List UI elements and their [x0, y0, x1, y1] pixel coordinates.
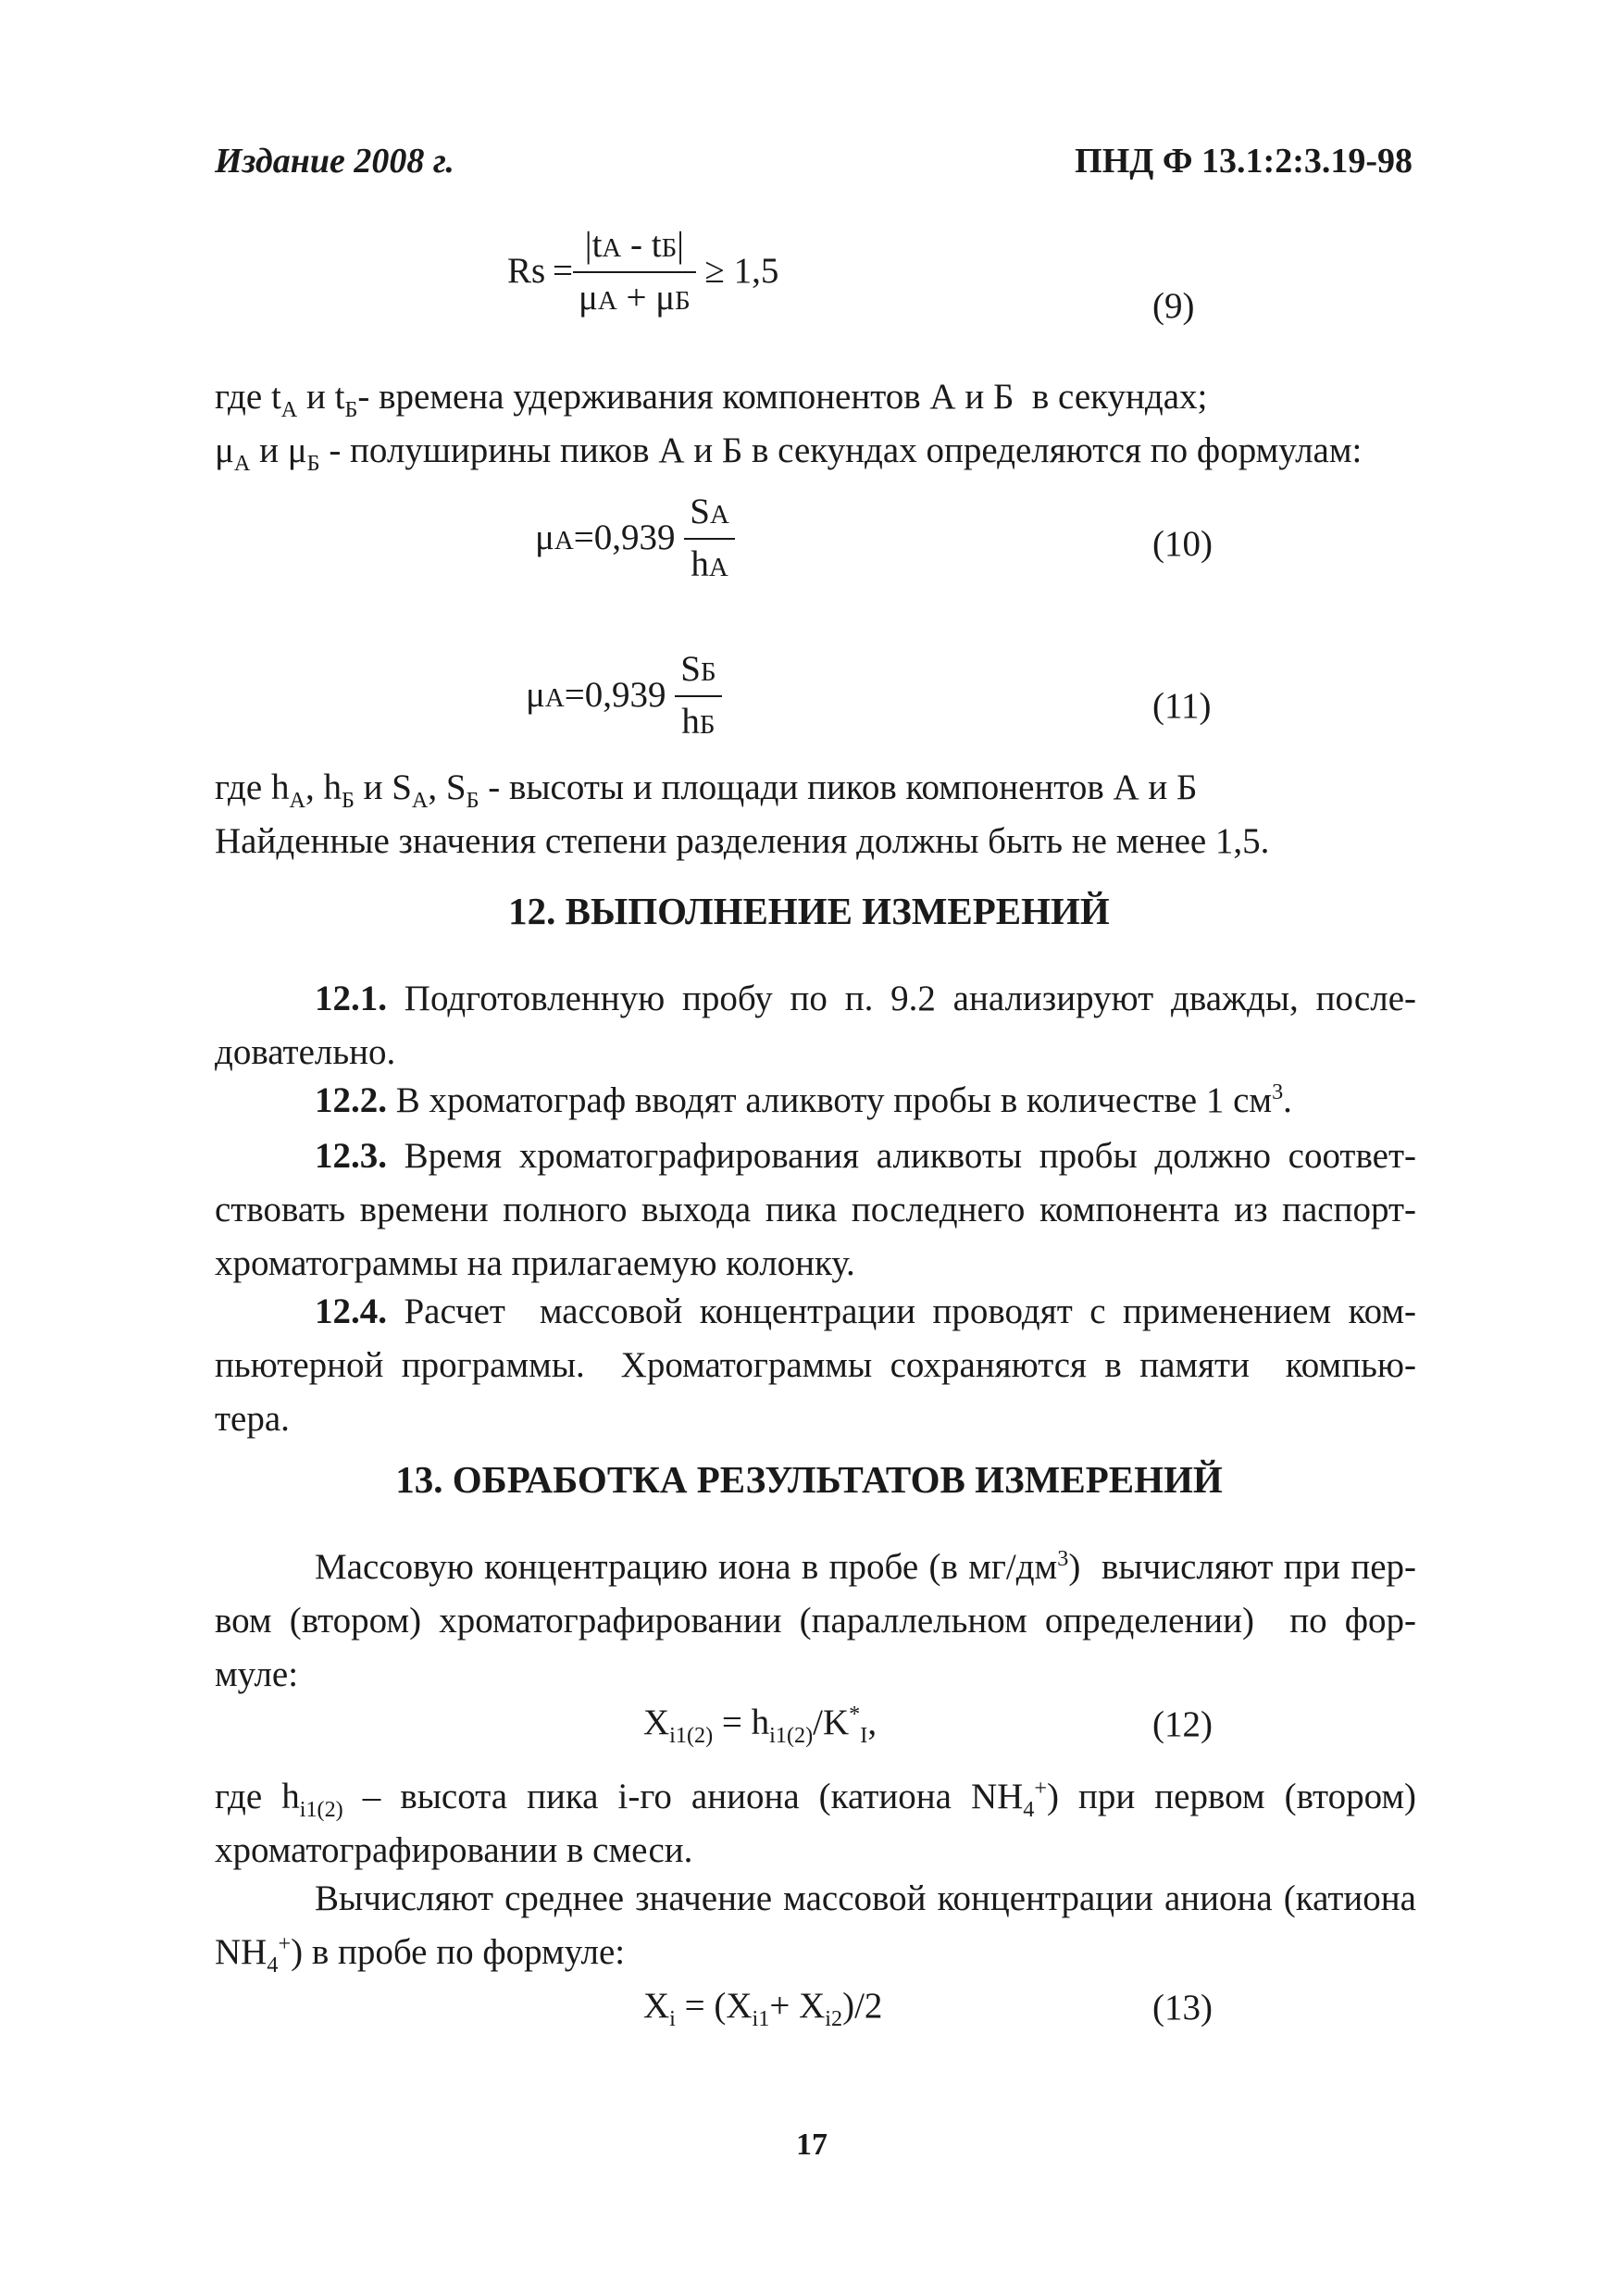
eq9-numerator: |tA - tБ|: [573, 222, 696, 273]
paragraph-12-4: 12.4. Расчет массовой концентрации проводят с применением ком- пьютерной программы. Хроматограммы сохраняются в памяти компью- тера.: [215, 1292, 1416, 1439]
text-half-widths: $\mu_A$ и $\mu_Б$ - полуширины пиков А и Б в секундах определяются по формулам:: [215, 430, 1363, 476]
text-resolution-requirement: Найденные значения степени разделения должны быть не менее 1,5.: [215, 821, 1270, 861]
equation-11: [526, 646, 722, 750]
section-13-title: 13. ОБРАБОТКА РЕЗУЛЬТАТОВ ИЗМЕРЕНИЙ: [395, 1458, 1223, 1501]
eq11-fraction: [675, 646, 721, 750]
paragraph-13-2: где $h_{i1(2)}$ – высота пика i-го аниона (катиона $NH_4^+$) при первом (втором) хроматографировании в смеси.: [215, 1776, 1416, 1870]
eq10-lhs: μA=0,939: [535, 517, 676, 557]
page-number: 17: [796, 2128, 828, 2162]
section-12-title: 12. ВЫПОЛНЕНИЕ ИЗМЕРЕНИЙ: [508, 890, 1110, 932]
equation-9-number: (9): [1152, 286, 1195, 326]
p12-4-number: 12.4.: [315, 1292, 387, 1331]
eq11-lhs: μA=0,939: [526, 674, 666, 715]
paragraph-12-3: 12.3. Время хроматографирования аликвоты пробы должно соответ- ствовать времени полного выхода пика последнего компонента из паспорт- хроматограммы на прилагаемую колонку.: [215, 1136, 1416, 1283]
eq10-numerator: SA: [684, 489, 735, 540]
document-code: ПНД Ф 13.1:2:3.19-98: [1075, 142, 1413, 181]
eq9-rhs: ≥ 1,5: [704, 250, 779, 291]
equation-11-number: (11): [1152, 686, 1212, 726]
equation-13-number: (13): [1152, 1988, 1213, 2028]
paragraph-12-2: 12.2. В хроматограф вводят аликвоту пробы в количестве 1 $см^3$.: [315, 1079, 1292, 1120]
paragraph-12-1: 12.1. Подготовленную пробу по п. 9.2 анализируют дважды, после- довательно.: [215, 979, 1416, 1072]
equation-12-number: (12): [1152, 1704, 1213, 1744]
text-heights-areas: где $h_A$, $h_Б$ и $S_A$, $S_Б$ - высоты и площади пиков компонентов А и Б: [215, 767, 1198, 813]
eq10-denominator: hA: [691, 544, 728, 584]
p12-3-number: 12.3.: [315, 1136, 387, 1176]
equation-10: [535, 489, 735, 593]
equation-13: $X_i = (X_{i1}+ X_{i2})/2$: [643, 1986, 883, 2031]
p12-2-number: 12.2.: [315, 1080, 387, 1120]
text-retention-times: где $t_A$ и $t_Б-$ времена удерживания компонентов А и Б в секундах;: [215, 377, 1208, 422]
edition-label: Издание 2008 г.: [215, 142, 454, 181]
equation-10-number: (10): [1152, 524, 1213, 564]
paragraph-13-3: Вычисляют среднее значение массовой концентрации аниона (катиона $NH_4^+$) в пробе по формуле:: [215, 1878, 1416, 1978]
eq10-fraction: [684, 489, 735, 593]
eq11-denominator: hБ: [681, 702, 716, 742]
paragraph-13-1: Массовую концентрацию иона в пробе (в $мг/дм^3$) вычисляют при пер- вом (втором) хроматографировании (параллельном определении) по фор- муле:: [215, 1546, 1416, 1694]
equation-12: $X_{i1(2)} = h_{i1(2)}/K^*_I$,: [643, 1702, 877, 1748]
eq11-numerator: SБ: [675, 646, 721, 697]
eq9-lhs: Rs =: [507, 250, 573, 291]
equation-9: [507, 222, 778, 326]
p12-1-number: 12.1.: [315, 979, 387, 1018]
eq9-fraction: [573, 222, 696, 326]
eq9-denominator: μA + μБ: [579, 278, 691, 318]
